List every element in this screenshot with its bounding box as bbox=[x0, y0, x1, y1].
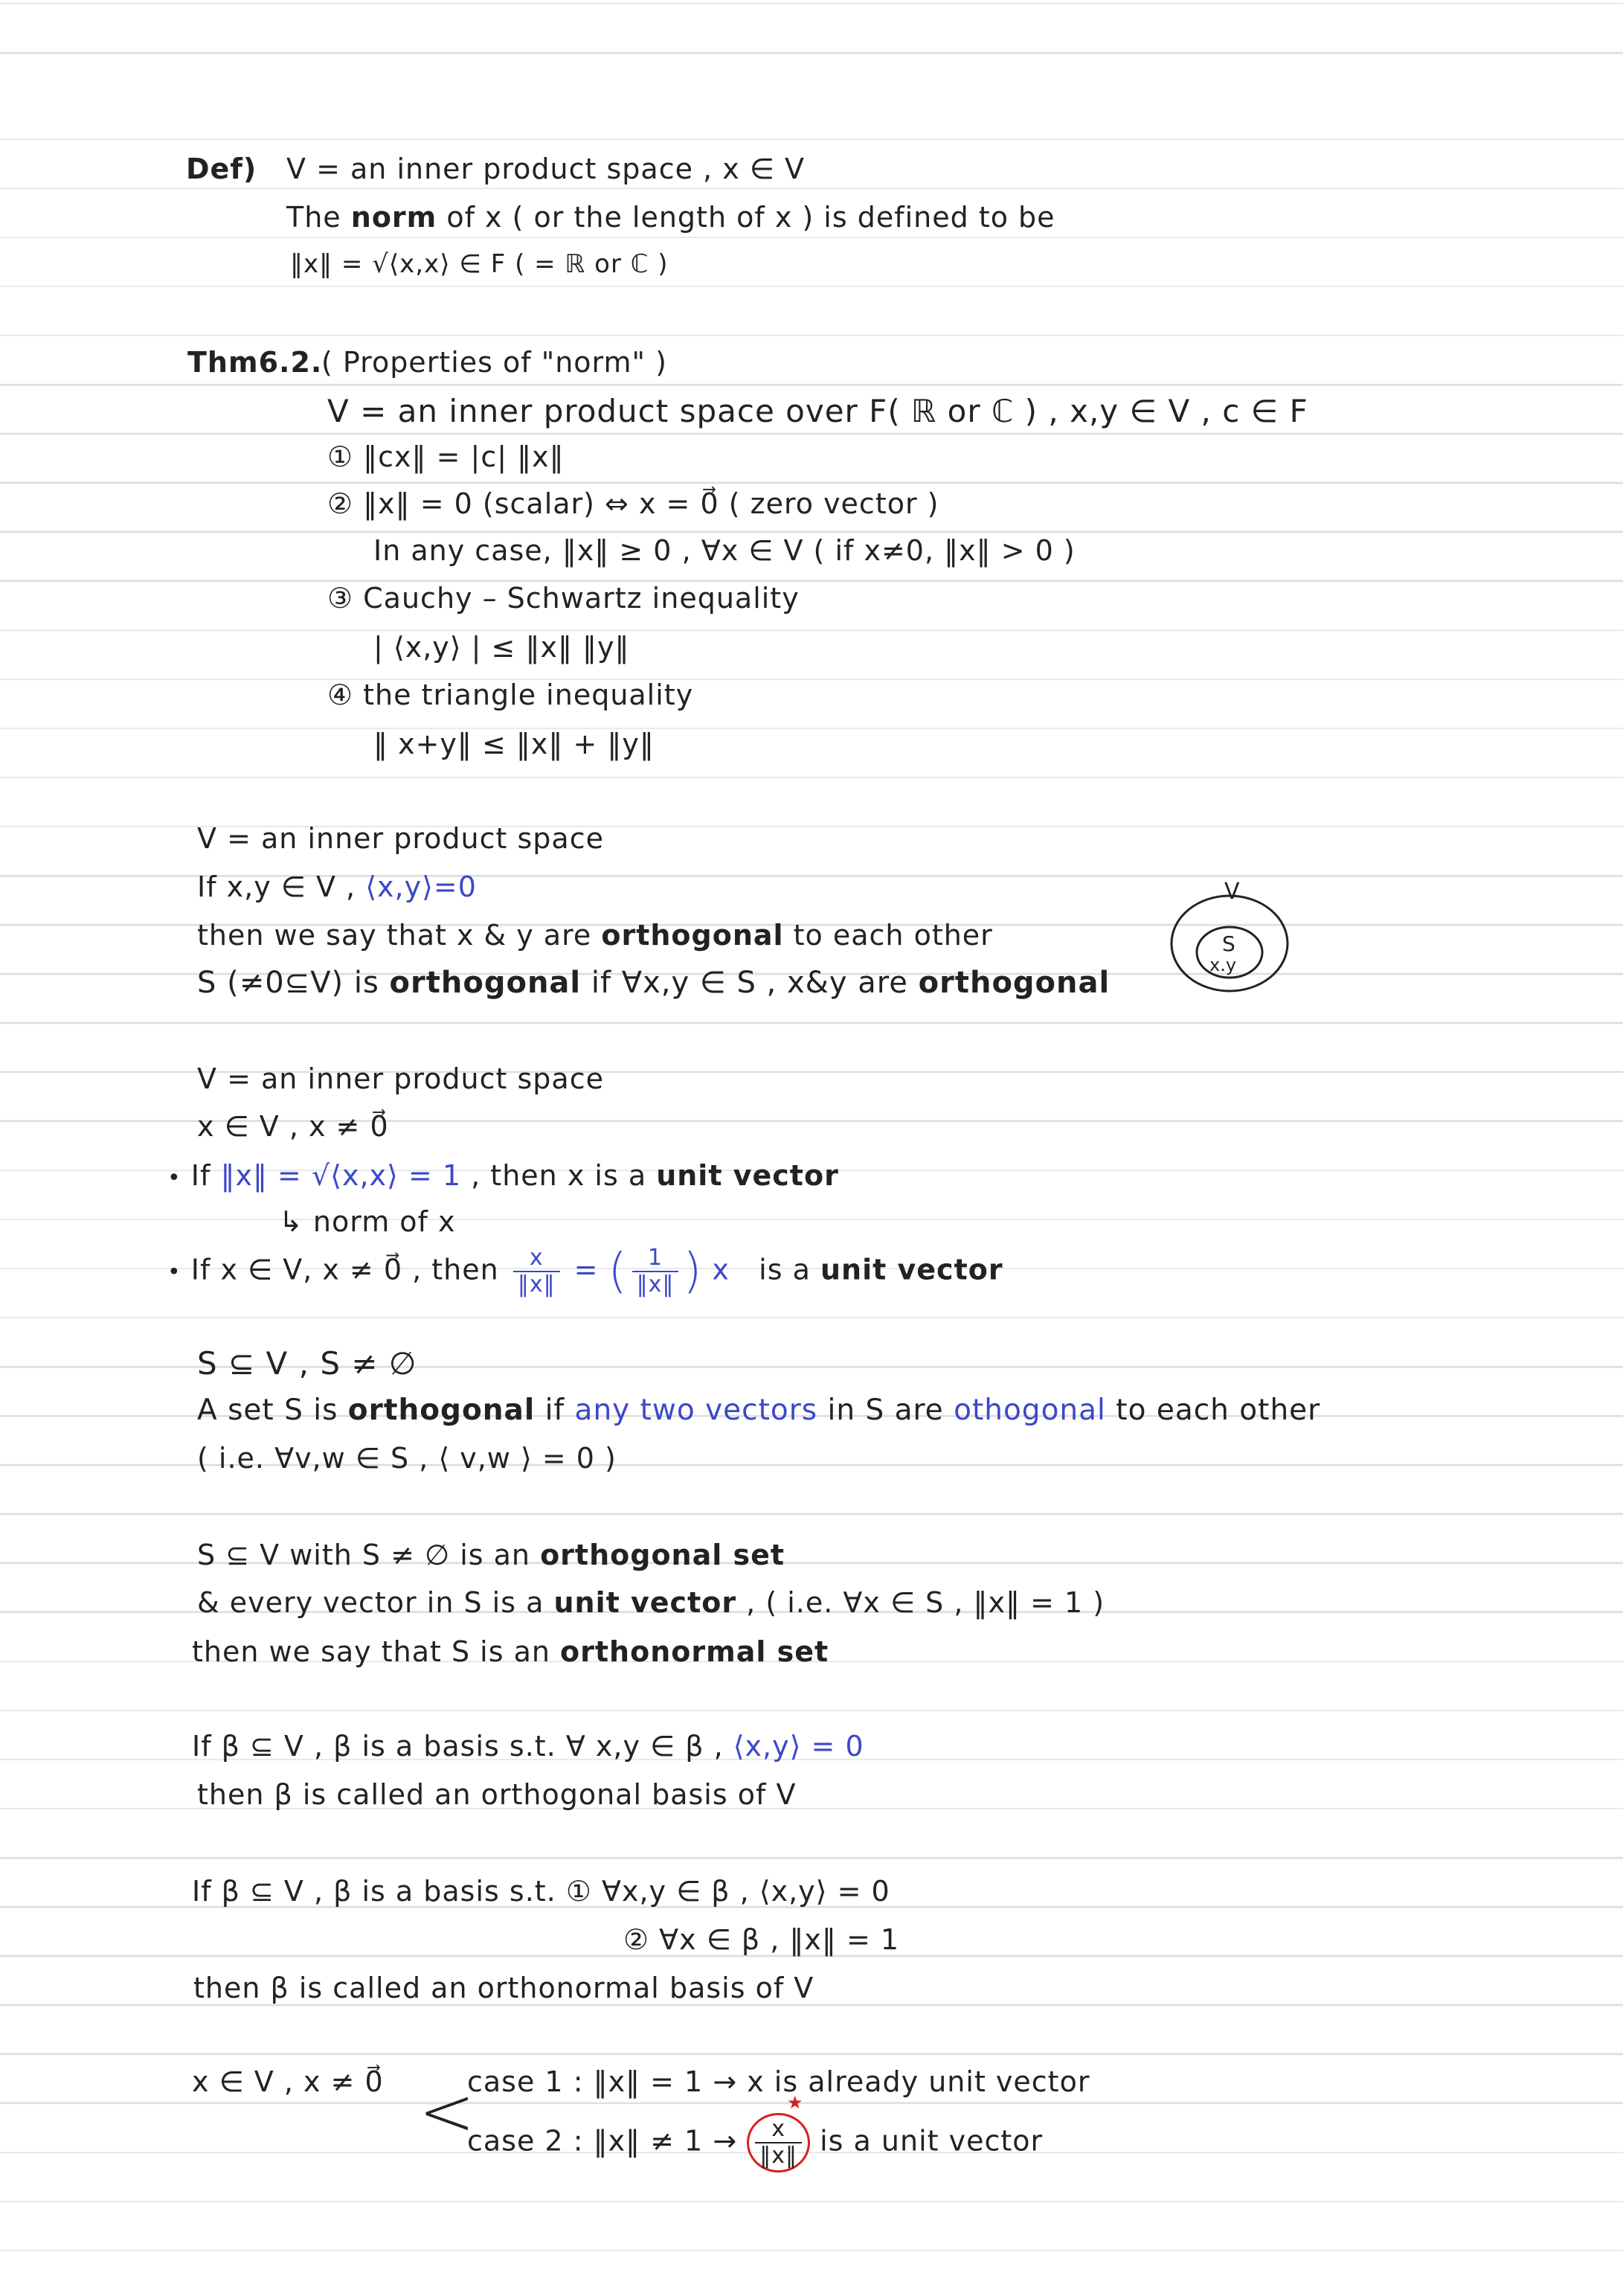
basis2-line-3: then β is called an orthonormal basis of V bbox=[193, 1972, 814, 2004]
scaled-x: x bbox=[712, 1253, 730, 1286]
def-line-2-post: of x ( or the length of x ) is defined to be bbox=[437, 201, 1055, 234]
bullet: • bbox=[167, 1259, 181, 1286]
fraction-denominator: ‖x‖ bbox=[632, 1271, 679, 1298]
cases-lhs: x ∈ V , x ≠ 0⃗ bbox=[192, 2065, 384, 2098]
set-line-2 bbox=[197, 1394, 1320, 1427]
orth-line-3-pre: then we say that x & y are bbox=[197, 919, 602, 952]
right-paren: ) bbox=[683, 1244, 703, 1299]
orthogonal-set-term: orthogonal set bbox=[540, 1539, 785, 1571]
unit-line-1: V = an inner product space bbox=[197, 1062, 604, 1095]
orth-term-3: orthogonal bbox=[918, 966, 1111, 1000]
left-paren: ( bbox=[608, 1244, 628, 1299]
set-venn-diagram bbox=[1166, 878, 1293, 997]
orthonormal-set-term: orthonormal set bbox=[560, 1635, 829, 1668]
set-any-two-vectors: any two vectors bbox=[574, 1394, 818, 1427]
thm-property-1: ① ‖cx‖ = |c| ‖x‖ bbox=[327, 440, 565, 473]
case-2 bbox=[467, 2113, 1043, 2172]
orthonormal-line-1-pre: S ⊆ V with S ≠ ∅ is an bbox=[197, 1539, 541, 1571]
basis2-line-1: If β ⊆ V , β is a basis s.t. ① ∀x,y ∈ β , ⟨x,y⟩ = 0 bbox=[192, 1875, 890, 1908]
set-line-2-pre: A set S is bbox=[197, 1394, 348, 1427]
unit-vector-term-2: unit vector bbox=[820, 1253, 1003, 1286]
case-2-post: is a unit vector bbox=[820, 2124, 1044, 2158]
set-line-3: ( i.e. ∀v,w ∈ S , ⟨ v,w ⟩ = 0 ) bbox=[197, 1442, 617, 1475]
case-2-fraction bbox=[755, 2117, 802, 2169]
venn-s-label: S bbox=[1222, 931, 1235, 956]
def-label: Def) bbox=[186, 153, 257, 185]
case-1: case 1 : ‖x‖ = 1 → x is already unit vector bbox=[467, 2065, 1090, 2098]
thm-title: ( Properties of "norm" ) bbox=[321, 346, 667, 379]
unit-line-5-post: is a bbox=[759, 1253, 820, 1286]
def-line-3: ‖x‖ = √⟨x,x⟩ ∈ F ( = ℝ or ℂ ) bbox=[290, 249, 669, 279]
orth-term: orthogonal bbox=[601, 919, 784, 952]
orth-line-2-pre: If x,y ∈ V , bbox=[197, 870, 366, 903]
fraction-denominator: ‖x‖ bbox=[755, 2142, 802, 2169]
unit-line-5 bbox=[167, 1244, 1003, 1299]
orth-line-2 bbox=[197, 870, 477, 903]
thm-property-3b: | ⟨x,y⟩ | ≤ ‖x‖ ‖y‖ bbox=[373, 631, 630, 664]
set-othogonal: othogonal bbox=[954, 1394, 1106, 1427]
fraction-numerator: 1 bbox=[647, 1245, 663, 1271]
basis1-inner-product-zero: ⟨x,y⟩ = 0 bbox=[733, 1730, 864, 1763]
set-orth-term: orthogonal bbox=[347, 1394, 536, 1427]
thm-label: Thm6.2. bbox=[187, 346, 323, 379]
set-line-1: S ⊆ V , S ≠ ∅ bbox=[197, 1345, 417, 1382]
thm-property-2b: In any case, ‖x‖ ≥ 0 , ∀x ∈ V ( if x≠0, ‖x‖ > 0 ) bbox=[373, 534, 1076, 567]
fraction-numerator: x bbox=[771, 2116, 786, 2142]
case-2-pre: case 2 : ‖x‖ ≠ 1 → bbox=[467, 2124, 738, 2158]
set-line-2-mid2: in S are bbox=[817, 1394, 954, 1427]
star-icon: ★ bbox=[787, 2094, 803, 2113]
fraction-denominator: ‖x‖ bbox=[513, 1271, 560, 1298]
unit-norm-def: ‖x‖ = √⟨x,x⟩ = 1 bbox=[220, 1159, 462, 1192]
def-norm-term: norm bbox=[350, 201, 437, 234]
orth-line-4 bbox=[197, 966, 1110, 1000]
normalized-fraction bbox=[513, 1245, 560, 1298]
orth-line-4-mid: if ∀x,y ∈ S , x&y are bbox=[581, 966, 919, 1000]
thm-property-2: ② ‖x‖ = 0 (scalar) ⇔ x = 0⃗ ( zero vector ) bbox=[327, 487, 939, 520]
case-brace: < bbox=[419, 2073, 475, 2151]
basis1-line-1-pre: If β ⊆ V , β is a basis s.t. ∀ x,y ∈ β , bbox=[192, 1730, 733, 1763]
bullet: • bbox=[167, 1165, 181, 1191]
orthonormal-line-1 bbox=[197, 1539, 785, 1571]
basis1-line-1 bbox=[192, 1730, 864, 1763]
orth-line-3-post: to each other bbox=[783, 919, 993, 952]
orth-line-1: V = an inner product space bbox=[197, 822, 604, 855]
unit-vector-term: unit vector bbox=[656, 1159, 839, 1192]
basis2-line-2: ② ∀x ∈ β , ‖x‖ = 1 bbox=[623, 1923, 900, 1956]
orthonormal-line-2-pre: & every vector in S is a bbox=[197, 1586, 554, 1619]
orthonormal-line-2 bbox=[197, 1586, 1105, 1619]
fraction-numerator: x bbox=[529, 1245, 544, 1271]
unit-line-3 bbox=[167, 1159, 839, 1192]
unit-line-5-pre: If x ∈ V, x ≠ 0⃗ , then bbox=[190, 1253, 499, 1286]
orth-line-3 bbox=[197, 919, 993, 952]
thm-line-1: V = an inner product space over F( ℝ or ℂ ) , x,y ∈ V , c ∈ F bbox=[327, 393, 1308, 429]
circled-normalization bbox=[747, 2113, 810, 2172]
orthonormal-line-2-post: , ( i.e. ∀x ∈ S , ‖x‖ = 1 ) bbox=[736, 1586, 1105, 1619]
thm-property-4: ④ the triangle inequality bbox=[327, 679, 694, 711]
equals-sign: = bbox=[573, 1253, 599, 1286]
venn-v-label: V bbox=[1224, 879, 1240, 905]
unit-line-4: ↳ norm of x bbox=[279, 1205, 456, 1238]
thm-property-3: ③ Cauchy – Schwartz inequality bbox=[327, 582, 800, 615]
venn-svg bbox=[1166, 878, 1293, 997]
set-line-2-post: to each other bbox=[1105, 1394, 1321, 1427]
scalar-fraction bbox=[632, 1245, 679, 1298]
def-line-2-pre: The bbox=[286, 201, 351, 234]
orthonormal-line-3 bbox=[192, 1635, 829, 1668]
unit-line-2: x ∈ V , x ≠ 0⃗ bbox=[197, 1110, 389, 1143]
thm-property-4b: ‖ x+y‖ ≤ ‖x‖ + ‖y‖ bbox=[373, 728, 655, 760]
unit-line-3-pre: If bbox=[190, 1159, 221, 1192]
unit-line-3-mid: , then x is a bbox=[461, 1159, 657, 1192]
def-line-1: V = an inner product space , x ∈ V bbox=[286, 153, 805, 185]
def-line-2 bbox=[286, 201, 1055, 234]
orthonormal-line-3-pre: then we say that S is an bbox=[192, 1635, 561, 1668]
orth-line-4-pre: S (≠0⊆V) is bbox=[197, 966, 390, 1000]
unit-vector-term-3: unit vector bbox=[553, 1586, 737, 1619]
venn-xy-label: x.y bbox=[1209, 955, 1237, 975]
basis1-line-2: then β is called an orthogonal basis of V bbox=[197, 1778, 797, 1811]
orth-inner-product-zero: ⟨x,y⟩=0 bbox=[365, 870, 477, 903]
orth-term-2: orthogonal bbox=[389, 966, 582, 1000]
set-line-2-mid: if bbox=[535, 1394, 575, 1427]
